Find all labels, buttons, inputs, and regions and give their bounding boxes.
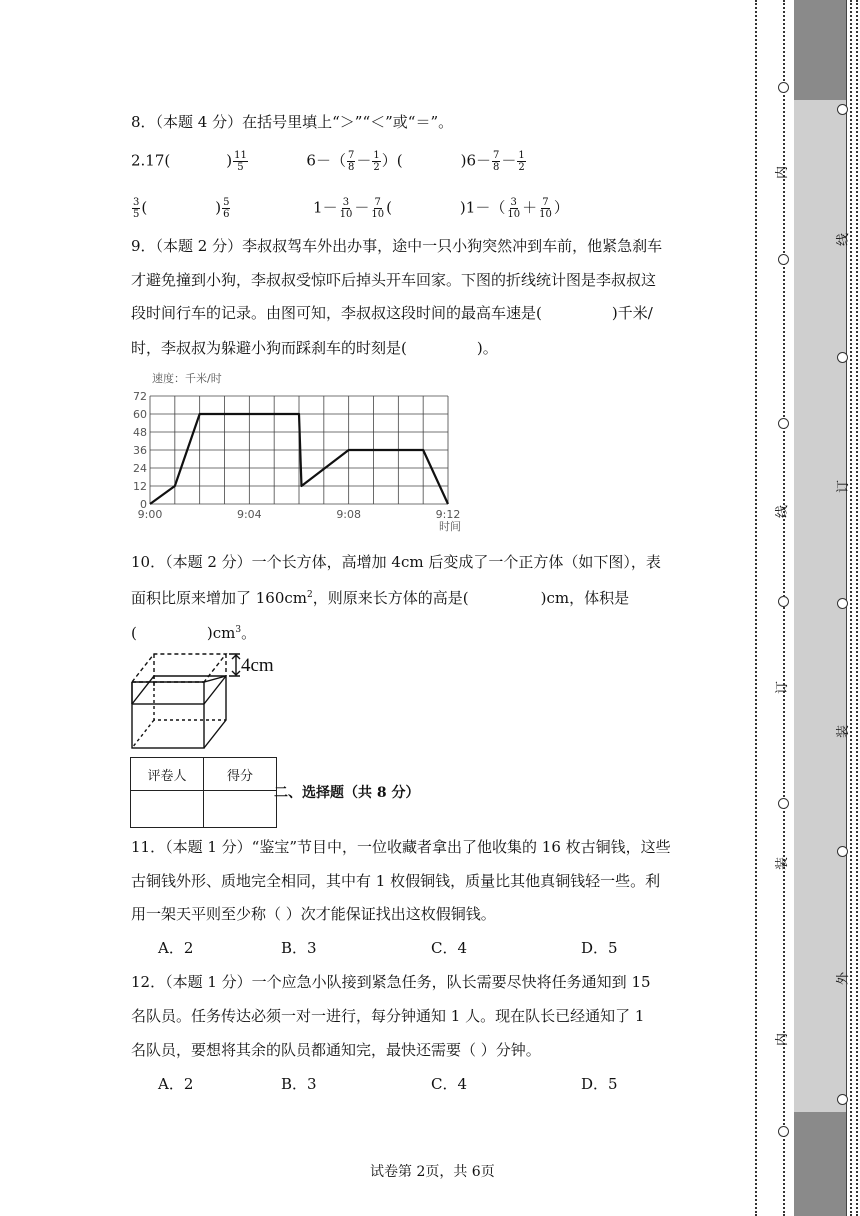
q10-line1: 10．（本题 2 分）一个长方体，高增加 4cm 后变成了一个正方体（如下图），表	[131, 553, 661, 571]
binding-outer-4: 外	[836, 971, 852, 986]
y-tick-label: 12	[133, 480, 147, 493]
binding-outer-2: 订	[836, 479, 852, 494]
binding-inner-4: 装	[775, 856, 791, 871]
y-tick-label: 36	[133, 444, 147, 457]
y-tick-label: 0	[140, 498, 147, 511]
q8-row2: $\frac{3}{5}$ ( ) $\frac{5}{6}$ 1－ $\frac{3}{10}$ － $\frac{7}{10}$ ( )1－（ $\frac{3}{10}$ ＋ $\frac{7}{10}$ ）	[133, 197, 569, 220]
q10-line3: ( )$cm^3$。	[131, 624, 257, 642]
binding-inner-1: 内	[775, 165, 791, 180]
x-axis-title: 时间	[439, 520, 461, 533]
x-tick-label: 9:00	[137, 508, 163, 521]
speed-line-chart	[118, 368, 488, 540]
q9-line4: 时，李叔叔为躲避小狗而踩刹车的时刻是( )。	[131, 339, 498, 357]
q10-line2: 面积比原来增加了 $160cm^2$，则原来长方体的高是( )cm，体积是	[131, 589, 630, 607]
y-tick-label: 24	[133, 462, 147, 475]
q11-option-a[interactable]: A．2	[158, 939, 194, 957]
y-axis-title: 速度：千米/时	[152, 372, 222, 385]
score-table-grader: 评卷人	[131, 758, 204, 791]
binding-outer-3: 装	[836, 724, 852, 739]
score-table-score: 得分	[204, 758, 277, 791]
q12-option-d[interactable]: D．5	[581, 1075, 618, 1093]
q9-line2: 才避免撞到小狗，李叔叔受惊吓后掉头开车回家。下图的折线统计图是李叔叔这	[131, 271, 657, 289]
score-table	[130, 757, 277, 828]
y-tick-label: 48	[133, 426, 147, 439]
grader-cell[interactable]	[131, 791, 204, 828]
x-tick-label: 9:08	[336, 508, 362, 521]
q12-line3: 名队员，要想将其余的队员都通知完，最快还需要（ ）分钟。	[131, 1041, 541, 1059]
binding-inner-2: 线	[775, 504, 791, 519]
q11-option-b[interactable]: B．3	[281, 939, 317, 957]
q9-line3: 段时间行车的记录。由图可知，李叔叔这段时间的最高车速是( )千米/	[131, 304, 653, 322]
cuboid-height-label: 4cm	[241, 655, 274, 676]
x-tick-label: 9:12	[435, 508, 461, 521]
score-cell[interactable]	[204, 791, 277, 828]
section-title: 二、选择题（共 8 分）	[274, 785, 420, 801]
q11-option-c[interactable]: C．4	[431, 939, 468, 957]
q12-line2: 名队员。任务传达必须一对一进行，每分钟通知 1 人。现在队长已经通知了 1	[131, 1007, 645, 1025]
q11-option-d[interactable]: D．5	[581, 939, 618, 957]
q12-option-b[interactable]: B．3	[281, 1075, 317, 1093]
q9-line1: 9．（本题 2 分）李叔叔驾车外出办事，途中一只小狗突然冲到车前，他紧急刹车	[131, 237, 663, 255]
q12-option-a[interactable]: A．2	[158, 1075, 194, 1093]
y-tick-label: 72	[133, 390, 147, 403]
q8-row1: 2.17( ) $\frac{11}{5}$ 6－（ $\frac{7}{8}$ － $\frac{1}{2}$ ）( )6－ $\frac{7}{8}$ － $\frac{1}{2}$	[131, 150, 525, 173]
binding-inner-3: 订	[775, 680, 791, 695]
q12-line1: 12．（本题 1 分）一个应急小队接到紧急任务，队长需要尽快将任务通知到 15	[131, 973, 651, 991]
q8-title: 8．（本题 4 分）在括号里填上“＞”“＜”或“＝”。	[131, 113, 454, 131]
x-tick-label: 9:04	[236, 508, 262, 521]
binding-inner-5: 内	[775, 1032, 791, 1047]
page-footer: 试卷第 2页，共 6页	[370, 1164, 495, 1180]
q11-line3: 用一架天平则至少称（ ）次才能保证找出这枚假铜钱。	[131, 905, 496, 923]
q11-line1: 11．（本题 1 分）“鉴宝”节目中，一位收藏者拿出了他收集的 16 枚古铜钱，这些	[131, 838, 671, 856]
y-tick-label: 60	[133, 408, 147, 421]
binding-strip	[752, 0, 860, 1216]
q12-option-c[interactable]: C．4	[431, 1075, 468, 1093]
binding-outer-1: 线	[836, 232, 852, 247]
q11-line2: 古铜钱外形、质地完全相同，其中有 1 枚假铜钱，质量比其他真铜钱轻一些。利	[131, 872, 661, 890]
